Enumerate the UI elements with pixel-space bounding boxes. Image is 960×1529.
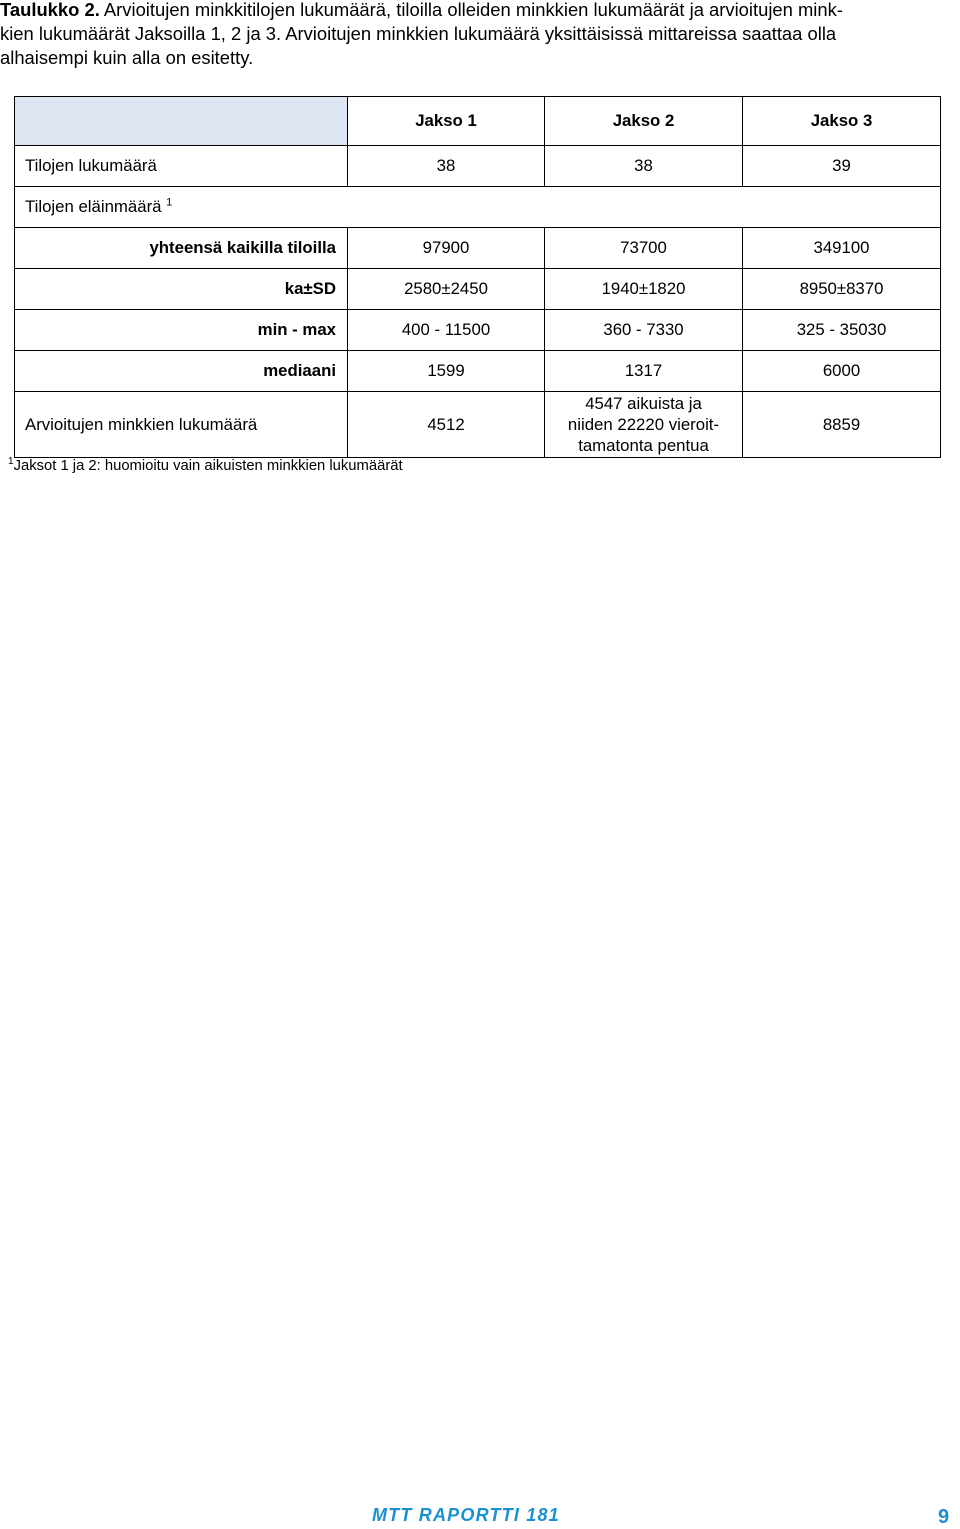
animal-count-footnote-marker: 1	[166, 196, 173, 209]
estimated-jakso-2-line-1: 4547 aikuista ja	[585, 394, 702, 413]
mink-farm-table	[14, 96, 941, 458]
farm-count-jakso-1: 38	[348, 146, 545, 187]
stat-mean-sd-label: ka±SD	[15, 269, 348, 310]
stat-total-jakso-2: 73700	[545, 228, 743, 269]
estimated-mink-label: Arvioitujen minkkien lukumäärä	[15, 392, 348, 458]
estimated-mink-jakso-1: 4512	[348, 392, 545, 458]
stat-row-total	[15, 228, 941, 269]
stat-total-label: yhteensä kaikilla tiloilla	[15, 228, 348, 269]
caption-text-1: Arvioitujen minkkitilojen lukumäärä, tiloilla olleiden minkkien lukumäärät ja arvioitujen mink-	[99, 0, 843, 20]
farm-count-row	[15, 146, 941, 187]
animal-count-row	[15, 187, 941, 228]
stat-median-jakso-1: 1599	[348, 351, 545, 392]
stat-row-median	[15, 351, 941, 392]
stat-row-mean-sd	[15, 269, 941, 310]
page-number: 9	[938, 1506, 950, 1528]
stat-min-max-jakso-1: 400 - 11500	[348, 310, 545, 351]
animal-count-label: Tilojen eläinmäärä	[25, 197, 162, 216]
stat-min-max-jakso-2: 360 - 7330	[545, 310, 743, 351]
stat-min-max-label: min - max	[15, 310, 348, 351]
header-jakso-1: Jakso 1	[348, 97, 545, 146]
caption-line-2: kien lukumäärät Jaksoilla 1, 2 ja 3. Arvioitujen minkkien lukumäärä yksittäisissä mittareissa saattaa olla	[0, 23, 837, 44]
report-series-brand: MTT RAPORTTI 181	[372, 1505, 560, 1525]
estimated-jakso-2-line-2: niiden 22220 vieroit-	[567, 415, 720, 434]
animal-count-cell	[15, 187, 941, 228]
stat-median-jakso-3: 6000	[743, 351, 941, 392]
header-jakso-3: Jakso 3	[743, 97, 941, 146]
footnote-marker: 1	[8, 456, 14, 468]
stat-median-jakso-2: 1317	[545, 351, 743, 392]
stat-total-jakso-1: 97900	[348, 228, 545, 269]
estimated-jakso-2-line-3: tamatonta pentua	[578, 436, 709, 455]
stat-median-label: mediaani	[15, 351, 348, 392]
header-jakso-2: Jakso 2	[545, 97, 743, 146]
farm-count-jakso-3: 39	[743, 146, 941, 187]
stat-row-min-max	[15, 310, 941, 351]
table-footnote	[8, 457, 403, 475]
stat-mean-sd-jakso-1: 2580±2450	[348, 269, 545, 310]
caption-lead: Taulukko 2.	[0, 0, 100, 20]
stat-total-jakso-3: 349100	[743, 228, 941, 269]
stat-mean-sd-jakso-3: 8950±8370	[743, 269, 941, 310]
estimated-mink-jakso-3: 8859	[743, 392, 941, 458]
header-row	[15, 97, 941, 146]
estimated-mink-jakso-2	[545, 392, 743, 458]
caption-line-1	[0, 0, 958, 22]
estimated-mink-row	[15, 392, 941, 458]
stat-min-max-jakso-3: 325 - 35030	[743, 310, 941, 351]
footnote-text: Jaksot 1 ja 2: huomioitu vain aikuisten minkkien lukumäärät	[13, 458, 403, 474]
stat-mean-sd-jakso-2: 1940±1820	[545, 269, 743, 310]
farm-count-label: Tilojen lukumäärä	[15, 146, 348, 187]
farm-count-jakso-2: 38	[545, 146, 743, 187]
header-corner	[15, 97, 348, 146]
table-caption	[0, 0, 958, 70]
caption-line-3: alhaisempi kuin alla on esitetty.	[0, 47, 254, 68]
